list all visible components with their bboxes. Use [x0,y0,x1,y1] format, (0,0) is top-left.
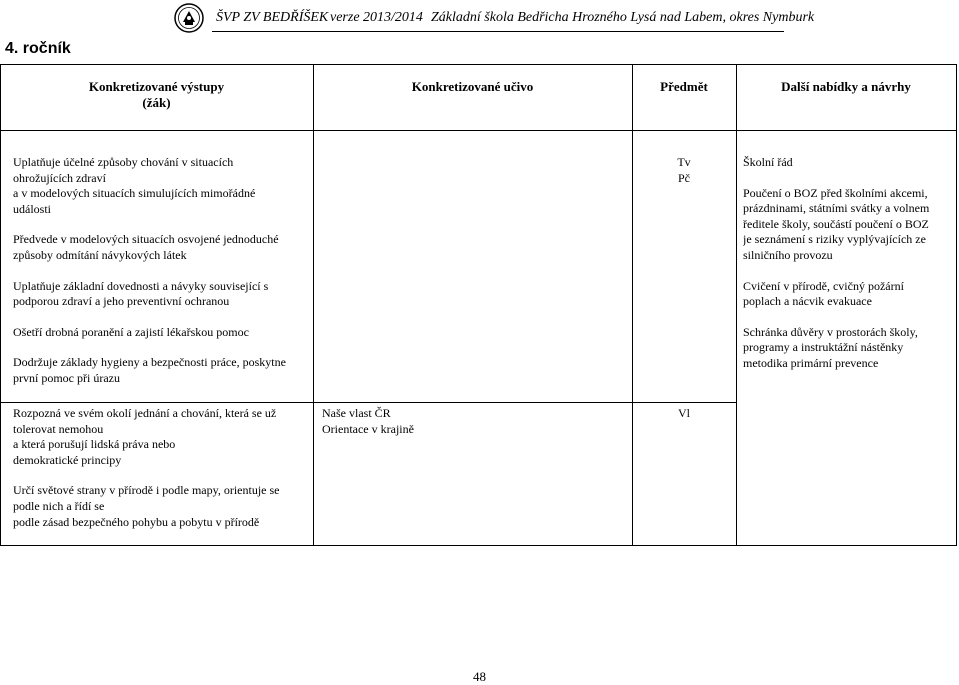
header-version: verze 2013/2014 [330,10,423,25]
table-border-bottom [0,545,957,546]
header-curriculum: Konkretizované učivo [411,79,534,94]
page-number: 48 [473,669,486,684]
header-subject: Předmět [660,79,708,94]
header-underline [212,31,784,32]
row2-curriculum: Naše vlast ČR Orientace v krajině [322,406,414,436]
table-border-top [0,64,957,65]
grade-title: 4. ročník [5,40,71,57]
row1-subjects: Tv Pč [677,155,691,185]
table-border-left [0,64,1,546]
header-offers: Další nabídky a návrhy [781,79,911,94]
header-outcomes: Konkretizované výstupy (žák) [88,79,225,110]
table-border-right [956,64,957,546]
row2-outcomes: Rozpozná ve svém okolí jednání a chování, která se už tolerovat nemohou a která porušují lidská práva nebo demokratické principy Určí světové strany v přírodě i podle mapy, orientuje se podle nich a řídí se podle zásad bezpečného pohybu a pobytu v přírodě [13,406,280,529]
document-header [0,0,959,36]
col-divider-2 [632,64,633,546]
col-divider-1 [313,64,314,546]
header-school-name: Základní škola Bedřicha Hrozného Lysá nad Labem, okres Nymburk [431,10,815,25]
header-row-divider [0,130,957,131]
row2-subjects: Vl [678,406,690,420]
col-divider-3 [736,64,737,546]
curriculum-table [0,64,957,546]
row1-offers: Školní řád Poučení o BOZ před školními akcemi, prázdninami, státními svátky a volnem ředitele školy, součástí poučení o BOZ je seznámení s riziky vyplývajících ze silničního provozu Cvičení v přírodě, cvičný požární poplach a nácvik evakuace Schránka důvěry v prostorách školy, programy a instruktážní nástěnky metodika primární prevence [743,155,930,370]
row1-outcomes: Uplatňuje účelné způsoby chování v situacích ohrožujících zdraví a v modelových situacích simulujících mimořádné události Předvede v modelových situacích osvojené jednoduché způsoby odmítání návykových látek Uplatňuje základní dovednosti a návyky související s podporou zdraví a jeho preventivní ochranou Ošetří drobná poranění a zajistí lékařskou pomoc Dodržuje základy hygieny a bezpečnosti práce, poskytne první pomoc při úrazu [13,155,286,385]
header-school-code: ŠVP ZV BEDŘÍŠEK [216,10,329,25]
row-divider [0,402,737,403]
school-logo-icon [174,3,204,33]
